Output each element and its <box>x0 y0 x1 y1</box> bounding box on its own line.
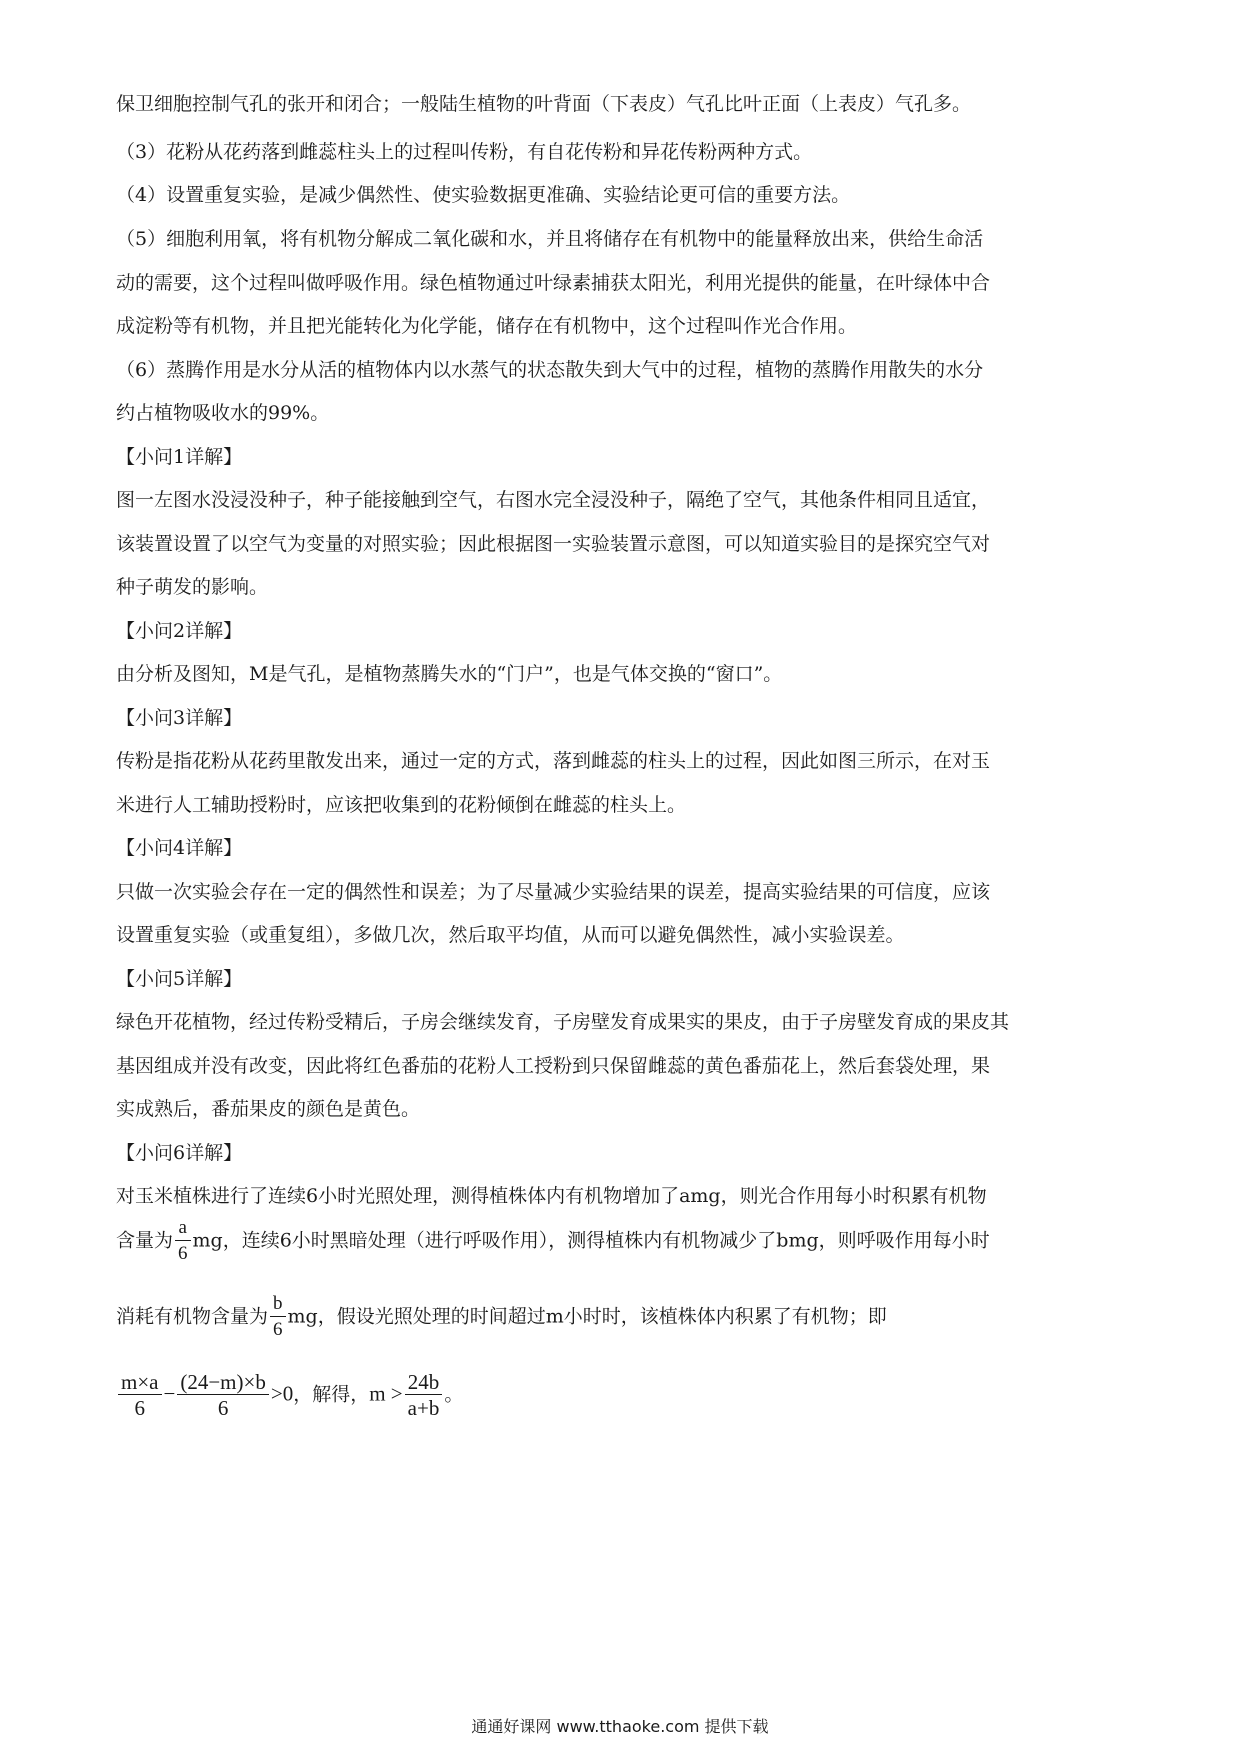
section-heading: 【小问3详解】 <box>116 707 243 729</box>
fraction-24-minus-m-times-b-over-6 <box>177 1370 269 1421</box>
text-line: （3）花粉从花药落到雌蕊柱头上的过程叫传粉，有自花传粉和异花传粉两种方式。 <box>116 141 813 163</box>
text-line-with-fraction <box>116 1216 1126 1276</box>
text-line-with-fraction <box>116 1292 1126 1352</box>
fraction-denominator: a+b <box>407 1396 440 1420</box>
text-line: 成淀粉等有机物，并且把光能转化为化学能，储存在有机物中，这个过程叫作光合作用。 <box>116 315 858 337</box>
fraction-numerator: m×a <box>118 1370 162 1395</box>
fraction-m-times-a-over-6 <box>118 1370 162 1421</box>
fraction-numerator: 24b <box>405 1370 443 1395</box>
text-line: 只做一次实验会存在一定的偶然性和误差；为了尽量减少实验结果的误差，提高实验结果的可信度，应该 <box>116 881 991 903</box>
text-line: 该装置设置了以空气为变量的对照实验；因此根据图一实验装置示意图，可以知道实验目的是探究空气对 <box>116 533 991 555</box>
text-line: 动的需要，这个过程叫做呼吸作用。绿色植物通过叶绿素捕获太阳光，利用光提供的能量，在叶绿体中合 <box>116 272 991 294</box>
greater-than-zero: >0 <box>270 1381 294 1406</box>
section-heading: 【小问2详解】 <box>116 620 243 642</box>
text-line: 约占植物吸收水的99%。 <box>116 402 330 424</box>
fraction-numerator: (24−m)×b <box>177 1370 269 1395</box>
fraction-denominator: 6 <box>178 1243 188 1264</box>
text-line: 图一左图水没浸没种子，种子能接触到空气，右图水完全浸没种子，隔绝了空气，其他条件相同且适宜， <box>116 489 991 511</box>
fraction-denominator: 6 <box>273 1319 283 1340</box>
text-line: 由分析及图知，M是气孔，是植物蒸腾失水的“门户”，也是气体交换的“窗口”。 <box>116 663 783 685</box>
m-greater-than: m > <box>369 1381 403 1406</box>
page-footer: 通通好课网 www.tthaoke.com 提供下载 <box>471 1717 769 1736</box>
minus-sign: − <box>163 1381 176 1406</box>
text-line: 绿色开花植物，经过传粉受精后，子房会继续发育，子房壁发育成果实的果皮，由于子房壁发育成的果皮其 <box>116 1011 1010 1033</box>
text-line: 保卫细胞控制气孔的张开和闭合；一般陆生植物的叶背面（下表皮）气孔比叶正面（上表皮）气孔多。 <box>116 93 972 115</box>
inequality-equation <box>116 1370 1126 1434</box>
fraction-24b-over-a-plus-b <box>405 1370 443 1421</box>
text-line: （4）设置重复实验，是减少偶然性、使实验数据更准确、实验结论更可信的重要方法。 <box>116 184 851 206</box>
fraction-denominator: 6 <box>134 1396 145 1420</box>
text-span: 。 <box>444 1383 464 1406</box>
section-heading: 【小问1详解】 <box>116 446 243 468</box>
text-line: 基因组成并没有改变，因此将红色番茄的花粉人工授粉到只保留雌蕊的黄色番茄花上，然后套袋处理，果 <box>116 1055 991 1077</box>
text-line: 种子萌发的影响。 <box>116 576 269 598</box>
text-line: （6）蒸腾作用是水分从活的植物体内以水蒸气的状态散失到大气中的过程，植物的蒸腾作用散失的水分 <box>116 359 984 381</box>
fraction-numerator: a <box>175 1216 191 1241</box>
fraction-b-over-6 <box>270 1292 286 1343</box>
text-span: 含量为 <box>116 1229 174 1252</box>
text-line: 实成熟后，番茄果皮的颜色是黄色。 <box>116 1098 421 1120</box>
text-line: 传粉是指花粉从花药里散发出来，通过一定的方式，落到雌蕊的柱头上的过程，因此如图三所示，在对玉 <box>116 750 991 772</box>
fraction-denominator: 6 <box>217 1396 229 1420</box>
text-span: ，解得， <box>293 1383 370 1406</box>
fraction-a-over-6 <box>175 1216 191 1267</box>
text-line: （5）细胞利用氧，将有机物分解成二氧化碳和水，并且将储存在有机物中的能量释放出来，供给生命活 <box>116 228 984 250</box>
section-heading: 【小问4详解】 <box>116 837 243 859</box>
text-line: 设置重复实验（或重复组），多做几次，然后取平均值，从而可以避免偶然性，减小实验误差。 <box>116 924 905 946</box>
text-span: 消耗有机物含量为 <box>116 1305 269 1328</box>
text-span: mg，连续6小时黑暗处理（进行呼吸作用），测得植株内有机物减少了bmg，则呼吸作用每小时 <box>192 1229 990 1252</box>
text-line: 米进行人工辅助授粉时，应该把收集到的花粉倾倒在雌蕊的柱头上。 <box>116 794 687 816</box>
fraction-numerator: b <box>270 1292 286 1317</box>
section-heading: 【小问5详解】 <box>116 968 243 990</box>
text-line: 对玉米植株进行了连续6小时光照处理，测得植株体内有机物增加了amg，则光合作用每小时积累有机物 <box>116 1185 987 1207</box>
text-span: mg，假设光照处理的时间超过m小时时，该植株体内积累了有机物；即 <box>287 1305 887 1328</box>
section-heading: 【小问6详解】 <box>116 1142 243 1164</box>
